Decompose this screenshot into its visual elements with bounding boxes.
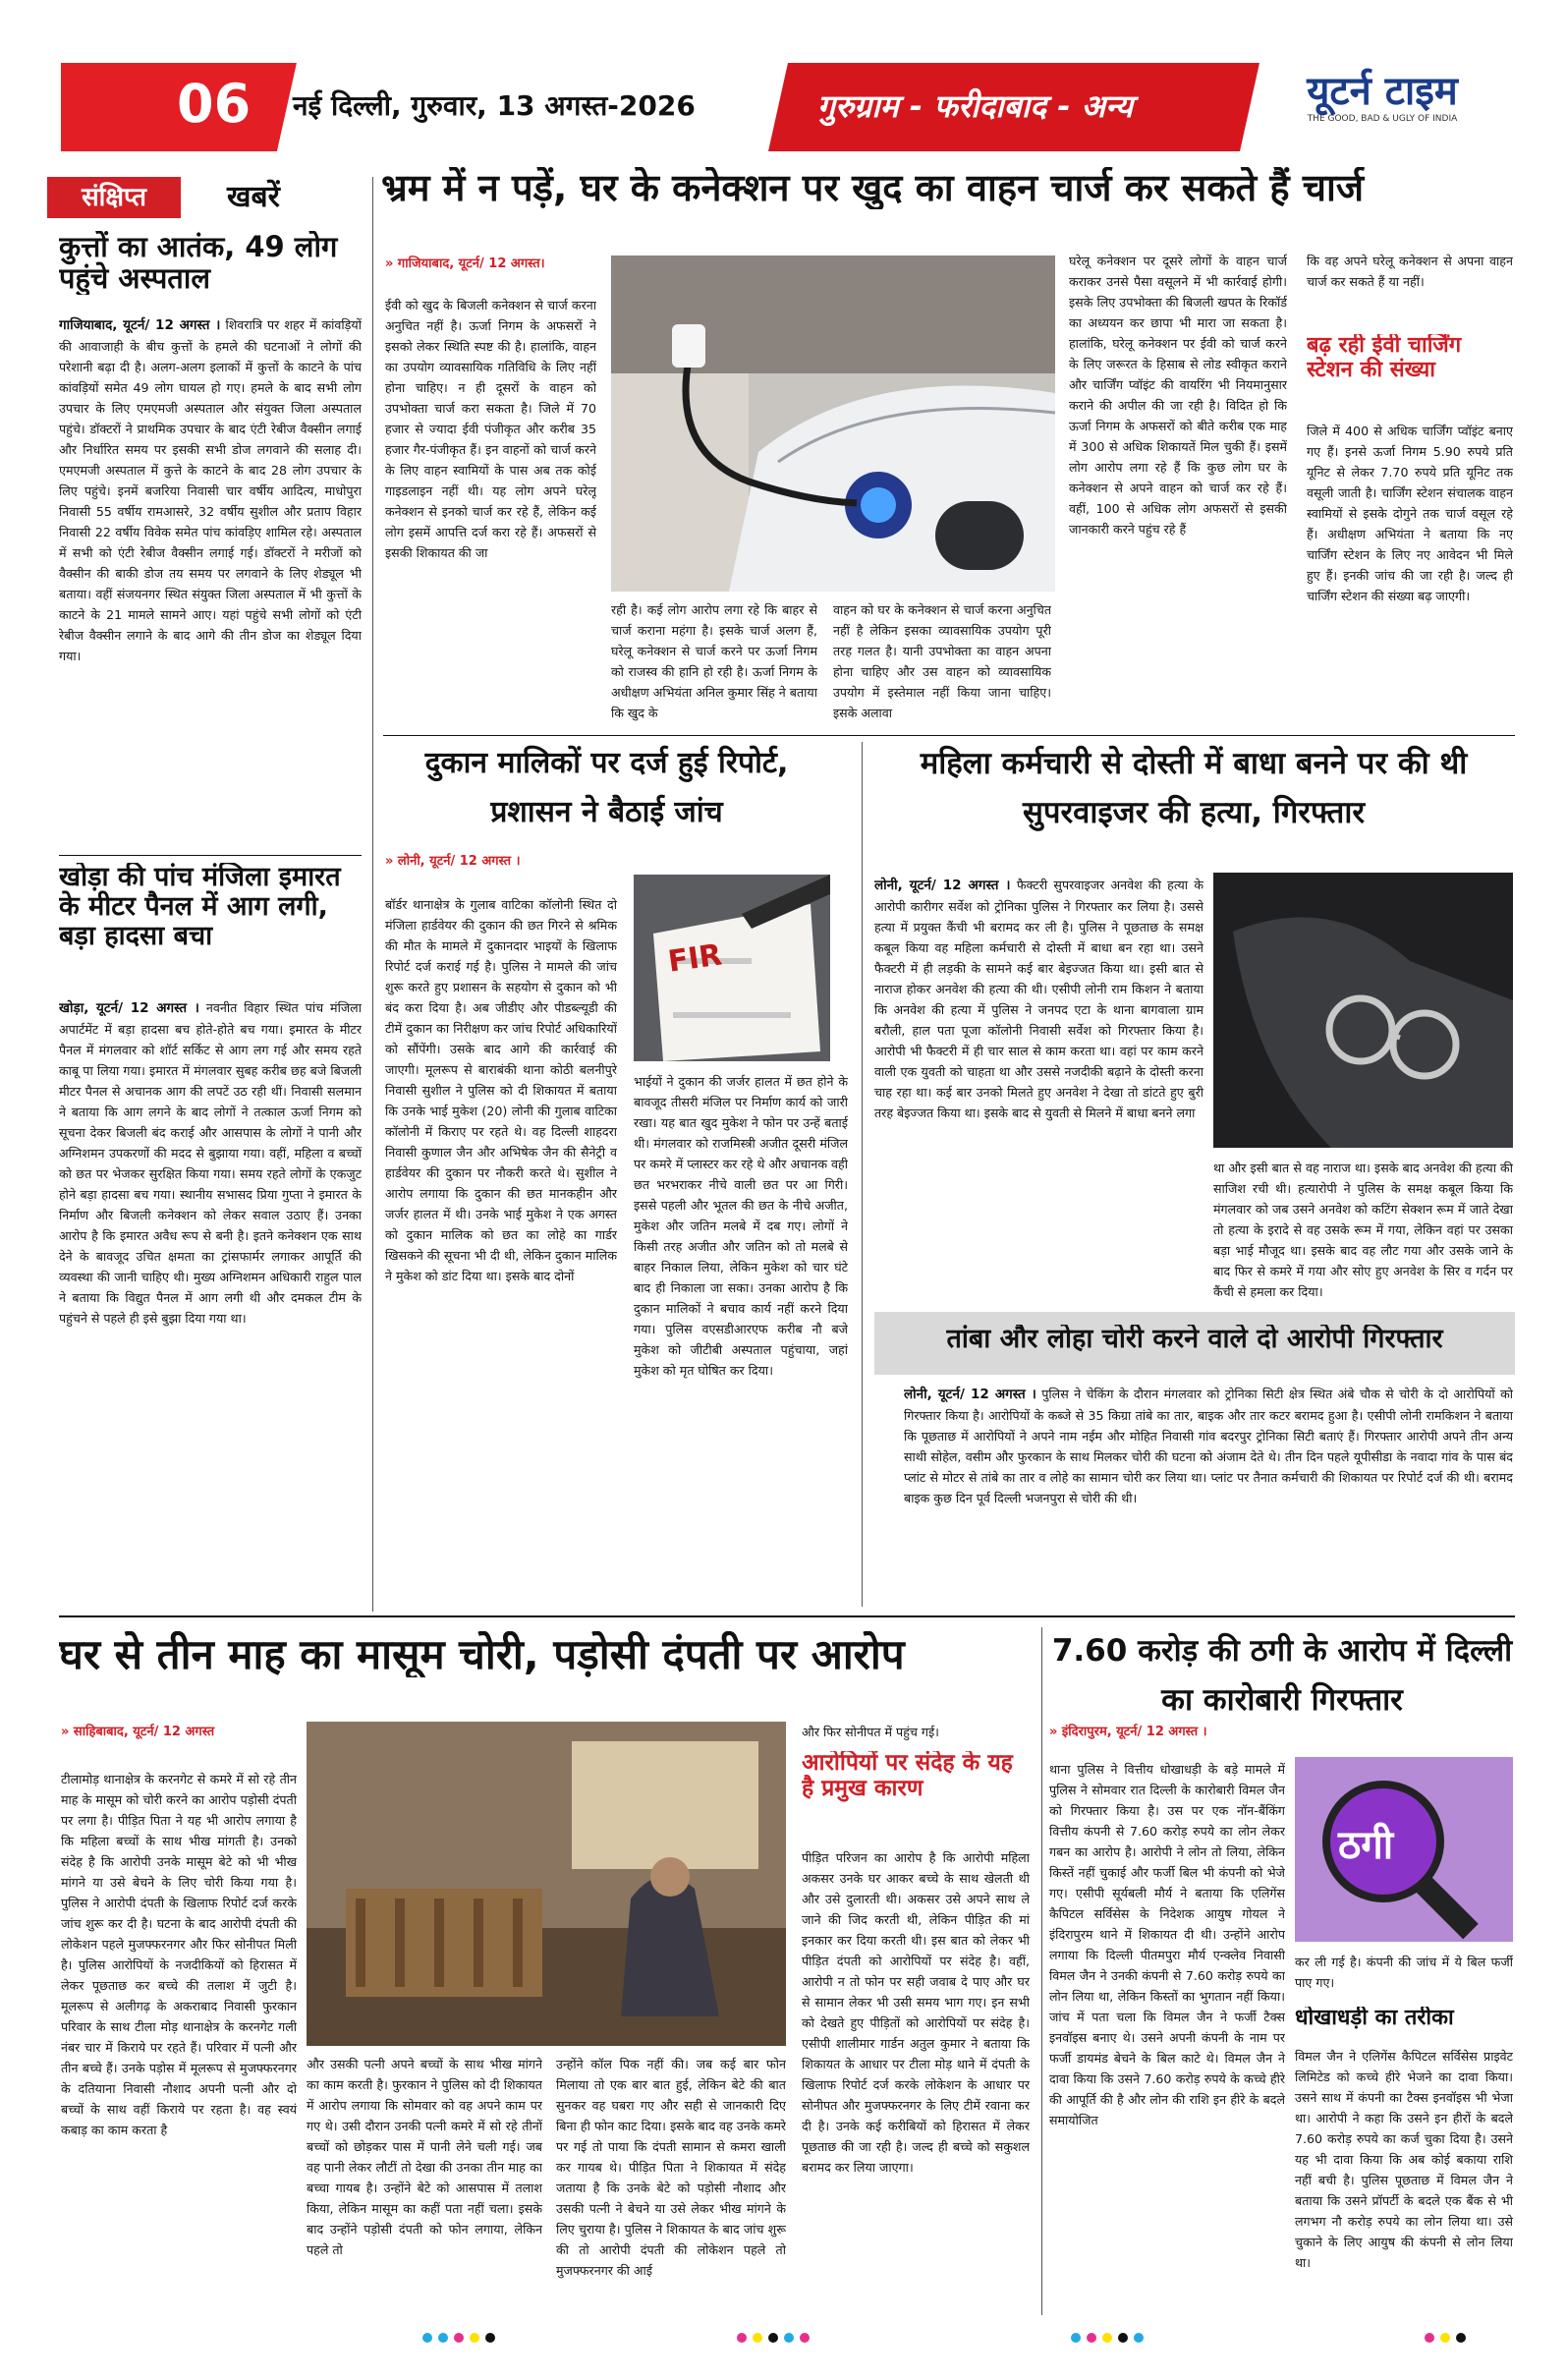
fir-label: FIR — [665, 937, 724, 980]
handcuffs-photo — [1213, 873, 1513, 1148]
shop-col2: भाईयों ने दुकान की जर्जर हालत में छत होने के बावजूद तीसरी मंजिल पर निर्माण कार्य को जारी रखा। यह बात खुद मुकेश ने फोन पर उन्हें बताई थी। मंगलवार को राजमिस्त्री अजीत दूसरी मंजिल पर कमरे में प्लास्टर कर रहे थे और अचानक वही छत भरभराकर नीचे वाली छत पर आ गिरी। इससे पहली और भूतल की छत के नीचे अजीत, मुकेश और जतिन मलबे में दब गए। लोगों ने किसी तरह अजीत और जतिन को तो मलबे से बाहर निकाल लिया, लेकिन मुकेश को चार घंटे बाद ही निकाला जा सका। उनका आरोप है कि दुकान मालिकों ने बचाव कार्य नहीं करने दिया गया। पुलिस वएसडीआरएफ करीब नौ बजे मुकेश को जीटीबी अस्पताल पहुंचाया, जहां मुकेश को मृत घोषित कर दिया। — [634, 1074, 848, 1378]
divider — [383, 735, 1515, 736]
mother-photo — [307, 1722, 786, 2046]
masthead-logo — [1250, 69, 1515, 140]
brief-tag — [47, 177, 342, 218]
logo-text: यूटर्न टाइम — [1307, 69, 1458, 114]
brief2-headline: खोड़ा की पांच मंजिला इमारत के मीटर पैनल में आग लगी, बड़ा हादसा बचा — [59, 863, 341, 952]
fraud-col2b: विमल जैन ने एलिगेंस कैपिटल सर्विसेस प्राइवेट लिमिटेड को कच्चे हीरे भेजने का दावा किया। उसने साथ में कंपनी का टैक्स इनवॉइस भी भेजा था। आरोपी ने कहा कि उसने इन हीरों के बदले 7.60 करोड़ रुपये का कर्ज चुका दिया है। उसने यह भी दावा किया कि अब कोई बकाया राशि नहीं बची है। पुलिस पूछताछ में विमल जैन ने बताया कि उसने प्रॉपर्टी के बदले एक बैंक से भी लगभग नौ करोड़ रुपये का लोन लिया था। उसे चुकाने के लिए आयुष की कंपनी से लोन लिया था। — [1295, 2049, 1513, 2270]
supervisor-col1 — [874, 875, 1203, 1301]
column-rule — [862, 742, 863, 1607]
baby-col4a: और फिर सोनीपत में पहुंच गई। — [802, 1725, 939, 1739]
brief1-body — [59, 314, 362, 851]
column-rule — [1041, 1627, 1042, 2315]
section-title: गुरुग्राम - फरीदाबाद - अन्य — [817, 87, 1134, 125]
shop-headline: दुकान मालिकों पर दर्ज हुई रिपोर्ट, प्रशासन ने बैठाई जांच — [424, 746, 789, 829]
brief1-text: शिवरात्रि पर शहर में कांवड़ियों की आवाजाही के बीच कुत्तों के हमले की घटनाओं ने लोगों की परेशानी बढ़ा दी है। अलग-अलग इलाकों में कुत्तों के काटने के पांच कांवड़ियों समेत 49 लोग घायल हो गए। हमले के बाद सभी लोग उपचार के लिए एमएमजी अस्पताल और संयुक्त जिला अस्पताल पहुंचे। डॉक्टरों ने प्राथमिक उपचार के बाद एंटी रेबीज वैक्सीन लगाई और निर्धारित समय पर इसकी सभी डोज लगवाने की सलाह दी। एमएमजी अस्पताल में कुत्ते के काटने के बाद 28 लोग उपचार के लिए पहुंचे। इनमें बजरिया निवासी चार वर्षीय आदित्य, माधोपुरा निवासी 55 वर्षीय रामआसरे, 32 वर्षीय सुशील और प्रताप विहार निवासी 22 वर्षीय विवेक समेत पांच कांवड़िए शामिल रहे। अस्पताल में सभी को एंटी रेबीज वैक्सीन लगाई गई। डॉक्टरों ने मरीजों को वैक्सीन की बाकी डोज तय समय पर लगवाने के लिए शेड्यूल भी बताया। वहीं संजयनगर स्थित संयुक्त जिला अस्पताल में भी कुत्तों के काटने के 21 मामले सामने आए। यहां पहुंचे सभी लोगों को एंटी रेबीज वैक्सीन लगाने के बाद आगे की तीन डोज का शेड्यूल दिया गया। — [59, 317, 362, 663]
ev-headline: भ्रम में न पड़ें, घर के कनेक्शन पर खुद का वाहन चार्ज कर सकते हैं चार्ज — [381, 167, 1365, 209]
page-number: 06 — [177, 73, 252, 135]
fraud-subhead: धोखाधड़ी का तरीका — [1295, 2007, 1454, 2030]
supervisor-col2: था और इसी बात से वह नाराज था। इसके बाद अनवेश की हत्या की साजिश रची थी। हत्यारोपी ने पुलिस के समक्ष कबूल किया कि मंगलवार को जब उसने अनवेश को कटिंग सेक्शन रूम में जाते देखा तो हत्या के इरादे से वह उसके रूम में गया, लेकिन वहां पर उसका बड़ा भाई मौजूद था। इसके बाद वह लौट गया और उसके जाने के बाद फिर से कमरे में गया और सोए हुए अनवेश के सिर व गर्दन पर कैंची से हमला कर दिया। — [1213, 1161, 1513, 1299]
brief-tag-black: खबरें — [227, 180, 280, 214]
fraud-col1: थाना पुलिस ने वित्तीय धोखाधड़ी के बड़े मामले में पुलिस ने सोमवार रात दिल्ली के कारोबारी विमल जैन को गिरफ्तार किया है। उस पर एक नॉन-बैंकिंग वित्तीय कंपनी से 7.60 करोड़ रुपये का लोन लेकर गबन का आरोप है। आरोपी ने लोन तो लिया, लेकिन किस्तें नहीं चुकाई और फर्जी बिल भी कंपनी को भेजे गए। एसीपी सूर्यबली मौर्य ने बताया कि एलिगेंस कैपिटल सर्विसेस के निदेशक आयुष गोयल ने इंदिरापुरम थाने में शिकायत दी थी। उन्होंने आरोप लगाया कि दिल्ली पीतमपुरा मौर्य एन्क्लेव निवासी विमल जैन ने उनकी कंपनी से 7.60 करोड़ रुपये का लोन लिया था, लेकिन किस्तों का भुगतान नहीं किया। जांच में पता चला कि विमल जैन ने फर्जी टैक्स इनवॉइस बनाए थे। उसने अपनी कंपनी के नाम पर फर्जी डायमंड बेचने के बिल काटे थे। विमल जैन ने दावा किया कि उसने 7.60 करोड़ रुपये के कच्चे हीरे की आपूर्ति की है और लोन की राशि इन हीरे के बदले समायोजित — [1049, 1762, 1285, 2127]
brief2-body — [59, 997, 362, 1597]
brief1-dateline: गाजियाबाद, यूटर्न/ 12 अगस्त । — [59, 317, 221, 333]
thagi-label: ठगी — [1338, 1823, 1394, 1868]
baby-col4b: पीड़ित परिजन का आरोप है कि आरोपी महिला अकसर उनके घर आकर बच्चे के साथ खेलती थी और उसे दुलारती थी। अकसर उसे अपने साथ ले जाने की जिद करती थी, लेकिन पीड़ित की मां इनकार कर दिया करती थी। इस बात को लेकर भी पीड़ित दंपती को आरोपियों पर संदेह है। वहीं, आरोपी न तो फोन पर सही जवाब दे पाए और घर से सामान लेकर भी उसी समय भाग गए। इन सभी को देखते हुए पीड़ितों को आरोपियों पर संदेह है। एसीपी शालीमार गार्डन अतुल कुमार ने बताया कि शिकायत के आधार पर टीला मोड़ थाने में दंपती के खिलाफ रिपोर्ट दर्ज करके लोकेशन के आधार पर सोनीपत और मुजफ्फरनगर के लिए टीमें रवाना कर दी है। उनके कई करीबियों को हिरासत में लेकर पूछताछ की जा रही है। जल्द ही बच्चे को सकुशल बरामद कर लिया जाएगा। — [802, 1850, 1030, 2175]
ev-charging-photo — [611, 255, 1055, 592]
theft-text: पुलिस ने चेकिंग के दौरान मंगलवार को ट्रोनिका सिटी क्षेत्र स्थित अंबे चौक से चोरी के दो आरोपियों को गिरफ्तार किया है। आरोपियों के कब्जे से 35 किग्रा तांबे का तार, बाइक और तार कटर बरामद हुआ है। एसीपी लोनी रामकिशन ने बताया कि पूछताछ में आरोपियों ने अपने नाम नईम और मोहित निवासी गांव बदरपुर ट्रोनिका सिटी बताएं हैं। गिरफ्तार आरोपी अपने तीन अन्य साथी सोहेल, वसीम और फुरकान के साथ मिलकर चोरी की घटना को अंजाम देते थे। तीन दिन पहले यूपीसीडा के नवादा गांव के पास बंद प्लांट से मोटर से तांबे का तार व लोहे का सामान चोरी कर लिया था। प्लांट पर तैनात कर्मचारी की शिकायत पर रिपोर्ट दर्ज की थी। बरामद बाइक कुछ दिन पूर्व दिल्ली भजनपुरा से चोरी की थी। — [904, 1387, 1513, 1505]
registration-dots — [737, 2333, 810, 2343]
ev-dateline: » गाजियाबाद, यूटर्न/ 12 अगस्त। — [385, 256, 545, 271]
registration-dots — [422, 2333, 495, 2343]
fir-photo — [634, 875, 830, 1061]
supervisor-headline: महिला कर्मचारी से दोस्ती में बाधा बनने पर की थी सुपरवाइजर की हत्या, गिरफ्तार — [920, 746, 1468, 830]
brief2-text: नवनीत विहार स्थित पांच मंजिला अपार्टमेंट में बड़ा हादसा बच होते-होते बच गया। इमारत के मीटर पैनल में मंगलवार को शॉर्ट सर्किट से आग लग गई और समय रहते काबू पा लिया गया। इमारत में मंगलवार सुबह करीब छह बजे बिजली मीटर पैनल से अचानक आग की लपटें उठ रही थीं। निवासी सलमान ने बताया कि आग लगने के बाद लोगों ने तत्काल ऊर्जा निगम को सूचना देकर बिजली बंद कराई और आसपास के लोगों ने पानी और अग्निशमन उपकरणों की मदद से बुझाया गया। वहीं, महिला व बच्चों को छत पर भेजकर सुरक्षित किया गया। समय रहते लोगों के एकजुट होने बड़ा हादसा बच गया। स्थानीय सभासद प्रिया गुप्ता ने इमारत के निर्माण और बिजली कनेक्शन को लेकर सवाल उठाए हैं। उनका आरोप है कि इमारत अवैध रूप से बनी है। इतने कनेक्शन एक साथ देने के बावजूद उचित क्षमता का ट्रांसफार्मर लगाकर आपूर्ति की व्यवस्था की जानी चाहिए थी। मुख्य अग्निशमन अधिकारी राहुल पाल ने बताया कि विद्युत पैनल में आग लगी थी और दमकल टीम के पहुंचने से पहले ही इसे बुझा दिया गया था। — [59, 1000, 362, 1326]
column-rule — [372, 177, 373, 1612]
theft-headline: तांबा और लोहा चोरी करने वाले दो आरोपी गिरफ्तार — [946, 1325, 1443, 1354]
fraud-col2a: कर ली गई है। कंपनी की जांच में ये बिल फर्जी पाए गए। — [1295, 1955, 1513, 1990]
baby-col3: उन्होंने कॉल पिक नहीं की। जब कई बार फोन मिलाया तो एक बार बात हुई, लेकिन बेटे की बात सुनकर वह घबरा गए और सही से जानकारी दिए बिना ही फोन काट दिया। इसके बाद वह उनके कमरे पर गई तो पाया कि दंपती सामान से कमरा खाली कर गायब थे। पीड़ित पिता ने शिकायत में संदेह जताया है कि उनके बेटे को पड़ोसी नौशाद और उसकी पत्नी ने बेचने या उसे लेकर भीख मांगने के लिए चुराया है। पुलिस ने शिकायत के बाद जांच शुरू की तो आरोपी दंपती की लोकेशन पहले तो मुजफ्फरनगर की आई — [556, 2057, 786, 2278]
fraud-dateline: » इंदिरापुरम, यूटर्न/ 12 अगस्त । — [1049, 1725, 1207, 1739]
ev-subhead: बढ़ रही ईवी चार्जिंग स्टेशन की संख्या — [1307, 334, 1462, 382]
supervisor-dateline: लोनी, यूटर्न/ 12 अगस्त । — [874, 878, 1011, 893]
ev-col5b: जिले में 400 से अधिक चार्जिंग प्वॉइंट बनाए गए हैं। इनसे ऊर्जा निगम 5.90 रुपये प्रति यूनिट से लेकर 7.70 रुपये प्रति यूनिट तक वसूली जाती है। चार्जिंग स्टेशन संचालक वाहन स्वामियों से इसके दोगुने तक चार्ज वसूल रहे हैं। अधीक्षण अभियंता ने बताया कि नए चार्जिंग स्टेशन के लिए नए आवेदन भी मिले हुए हैं। इनकी जांच की जा रही है। जल्द ही चार्जिंग स्टेशन की संख्या बढ़ जाएगी। — [1307, 424, 1513, 603]
shop-dateline: » लोनी, यूटर्न/ 12 अगस्त । — [385, 854, 521, 869]
registration-dots — [1425, 2333, 1466, 2343]
baby-headline: घर से तीन माह का मासूम चोरी, पड़ोसी दंपती पर आरोप — [59, 1631, 905, 1678]
shop-col1: बॉर्डर थानाक्षेत्र के गुलाब वाटिका कॉलोनी स्थित दो मंजिला हार्डवेयर की दुकान की छत गिरने से श्रमिक की मौत के मामले में दुकानदार भाइयों के खिलाफ रिपोर्ट दर्ज कराई गई है। पुलिस ने मामले की जांच शुरू करते हुए प्रशासन के सहयोग से दुकान को भी बंद करा दिया है। अब जीडीए और पीडब्ल्यूडी की टीमें दुकान का निरीक्षण कर जांच रिपोर्ट अधिकारियों को सौंपेंगी। उसके बाद आगे की कार्रवाई की जाएगी। मूलरूप से बाराबंकी थाना कोठी बलनीपुरे निवासी सुशील ने पुलिस को दी शिकायत में बताया कि उनके भाई मुकेश (20) लोनी की गुलाब वाटिका कॉलोनी में किराए पर रहते थे। वह दिल्ली शाहदरा निवासी कुणाल जैन और अभिषेक जैन की सैनेट्री व हार्डवेयर की दुकान पर नौकरी करते थे। सुशील ने आरोप लगाया कि दुकान की छत मानकहीन और जर्जर हालत में थी। उनके भाई मुकेश ने एक अगस्त को दुकान मालिक को छत का लोहे का गार्डर खिसकने की सूचना भी दी थी, लेकिन दुकान मालिक ने मुकेश को डांट दिया था। इसके बाद दोनों — [385, 897, 617, 1283]
brief2-dateline: खोड़ा, यूटर्न/ 12 अगस्त । — [59, 1000, 199, 1016]
dateline: नई दिल्ली, गुरुवार, 13 अगस्त-2026 — [293, 89, 696, 122]
ev-col4: घरेलू कनेक्शन पर दूसरे लोगों के वाहन चार्ज कराकर उनसे पैसा वसूलने में भी कार्रवाई होगी। इसके लिए उपभोक्ता की बिजली खपत के रिकॉर्ड का अध्ययन कर छापा भी मारा जा सकता है। हालांकि, घरेलू कनेक्शन पर ईवी को चार्ज करने के लिए जरूरत के हिसाब से लोड स्वीकृत कराने और चार्जिंग प्वॉइंट की वायरिंग भी नियमानुसार कराने की अपील की जा रही है। विदित हो कि ऊर्जा निगम के अफसरों को बीते करीब एक माह में 300 से अधिक शिकायतें मिल चुकी हैं। इसमें लोग आरोप लगा रहे हैं कि कुछ लोग घर के कनेक्शन से अपने वाहन को चार्ज कर रहे हैं। वहीं, 100 से अधिक लोग अफसरों से इसकी जानकारी करने पहुंच रहे हैं — [1069, 254, 1287, 537]
theft-body — [904, 1384, 1513, 1606]
ev-col3: वाहन को घर के कनेक्शन से चार्ज करना अनुचित नहीं है लेकिन इसका व्यावसायिक उपयोग पूरी तरह गलत है। यानी उपभोक्ता का वाहन अपना होना चाहिए और उस वाहन को व्यावसायिक उपयोग में इस्तेमाल नहीं किया जाना चाहिए। इसके अलावा — [833, 602, 1051, 720]
baby-subhead: आरोपियों पर संदेह के यह है प्रमुख कारण — [802, 1751, 1013, 1801]
supervisor-text: फैक्टरी सुपरवाइजर अनवेश की हत्या के आरोपी कारीगर सर्वेश को ट्रोनिका पुलिस ने गिरफ्तार कर लिया है। उससे हत्या में प्रयुक्त कैंची भी बरामद कर ली है। पुलिस ने पूछताछ के समक्ष कबूल किया वह महिला कर्मचारी से दोस्ती में बाधा बन रहा था। उसने फैक्टरी में ही लड़की के सामने कई बार बेइज्जत किया था। इसी बात से नाराज होकर अनवेश की हत्या की थी। एसीपी लोनी राम किशन ने बताया कि अनवेश की हत्या में पुलिस ने जनपद एटा के थाना बागवाला ग्राम बरौली, हाल पता पूजा कॉलोनी निवासी सर्वेश को गिरफ्तार किया है। आरोपी भी फैक्टरी में ही चार साल से काम करता था। वहां पर काम करने वाली एक युवती को चाहता था और उससे नजदीकी बढ़ाने के दोस्ती करना चाह रहा था। कई बार उनको मिलते हुए अनवेश ने देखा तो डांटते हुए बुरी तरह बेइज्जत किया था। इसके बाद से युवती से मिलने में बाधा बनने लगा — [874, 878, 1203, 1120]
thagi-photo — [1295, 1757, 1513, 1942]
ev-col2: रही है। कई लोग आरोप लगा रहे कि बाहर से चार्ज कराना महंगा है। इसके चार्ज अलग हैं, घरेलू कनेक्शन से चार्ज करने पर ऊर्जा निगम को राजस्व की हानि हो रही है। ऊर्जा निगम के अधीक्षण अभियंता अनिल कुमार सिंह ने बताया कि खुद के — [611, 602, 817, 720]
baby-dateline: » साहिबाबाद, यूटर्न/ 12 अगस्त — [61, 1725, 215, 1739]
baby-col1: टीलामोड़ थानाक्षेत्र के करनगेट से कमरे में सो रहे तीन माह के मासूम को चोरी करने का आरोप पड़ोसी दंपती पर लगा है। पीड़ित पिता ने यह भी आरोप लगाया है कि महिला बच्चों के साथ भीख मांगती है। उनको संदेह है कि आरोपी उनके मासूम बेटे को भी भीख मांगने या उसे बेचने के लिए चोरी किया गया है। पुलिस ने आरोपी दंपती के खिलाफ रिपोर्ट दर्ज करके जांच शुरू कर दी है। घटना के बाद आरोपी दंपती की लोकेशन पहले मुजफ्फरनगर और फिर सोनीपत मिली है। पुलिस आरोपियों के नजदीकियों को हिरासत में लेकर पूछताछ कर बच्चे की तलाश में जुटी है। मूलरूप से अलीगढ़ के अकराबाद निवासी फुरकान परिवार के साथ टीला मोड़ थानाक्षेत्र के करनगेट गली नंबर चार में किराये पर रहते हैं। परिवार में पत्नी और तीन बच्चे हैं। उनके पड़ोस में मूलरूप से मुजफ्फरनगर के दतियाना निवासी नौशाद अपनी पत्नी और दो बच्चों के साथ वहीं किराये पर रहता है। वह स्वयं कबाड़ का काम करता है — [61, 1772, 297, 2137]
header-bar — [61, 63, 1515, 151]
brief1-headline: कुत्तों का आतंक, 49 लोग पहुंचे अस्पताल — [59, 231, 338, 295]
ev-col5a: कि वह अपने घरेलू कनेक्शन से अपना वाहन चार्ज कर सकते हैं या नहीं। — [1307, 254, 1513, 289]
registration-dots — [1071, 2333, 1144, 2343]
divider — [59, 1615, 1515, 1617]
theft-dateline: लोनी, यूटर्न/ 12 अगस्त । — [904, 1387, 1036, 1402]
ev-col1: ईवी को खुद के बिजली कनेक्शन से चार्ज करना अनुचित नहीं है। ऊर्जा निगम के अफसरों ने इसको लेकर स्थिति स्पष्ट की है। हालांकि, वाहन का उपयोग व्यावसायिक गतिविधि के लिए नहीं होना चाहिए। न ही दूसरों के वाहन को उपभोक्ता चार्ज करा सकता है। जिले में 70 हजार से ज्यादा ईवी पंजीकृत और करीब 35 हजार गैर-पंजीकृत हैं। इन वाहनों को चार्ज करने के लिए वाहन स्वामियों के पास अब तक कोई गाइडलाइन नहीं थी। यह लोग अपने घरेलू कनेक्शन से इनको चार्ज कर रहे हैं, लेकिन कई लोग इसमें आपत्ति दर्ज करा रहे हैं। अफसरों से इसकी शिकायत की जा — [385, 298, 596, 560]
logo-tagline: THE GOOD, BAD & UGLY OF INDIA — [1307, 114, 1458, 124]
baby-col2: और उसकी पत्नी अपने बच्चों के साथ भीख मांगने का काम करती है। फुरकान ने पुलिस को दी शिकायत में आरोप लगाया कि सोमवार को वह अपने काम पर गए थे। उसी दौरान उनकी पत्नी कमरे में सो रहे तीनों बच्चों को छोड़कर पास में पानी लेने चली गई। जब वह पानी लेकर लौटीं तो देखा की उनका तीन माह का बच्चा गायब है। उन्होंने बेटे को आसपास में तलाश किया, लेकिन मासूम का कहीं पता नहीं चला। इसके बाद उन्होंने पड़ोसी दंपती को फोन लगाया, लेकिन पहले तो — [307, 2057, 542, 2257]
brief-tag-red: संक्षिप्त — [47, 177, 181, 218]
divider — [59, 855, 362, 856]
fraud-headline: 7.60 करोड़ की ठगी के आरोप में दिल्ली का कारोबारी गिरफ्तार — [1051, 1633, 1513, 1718]
